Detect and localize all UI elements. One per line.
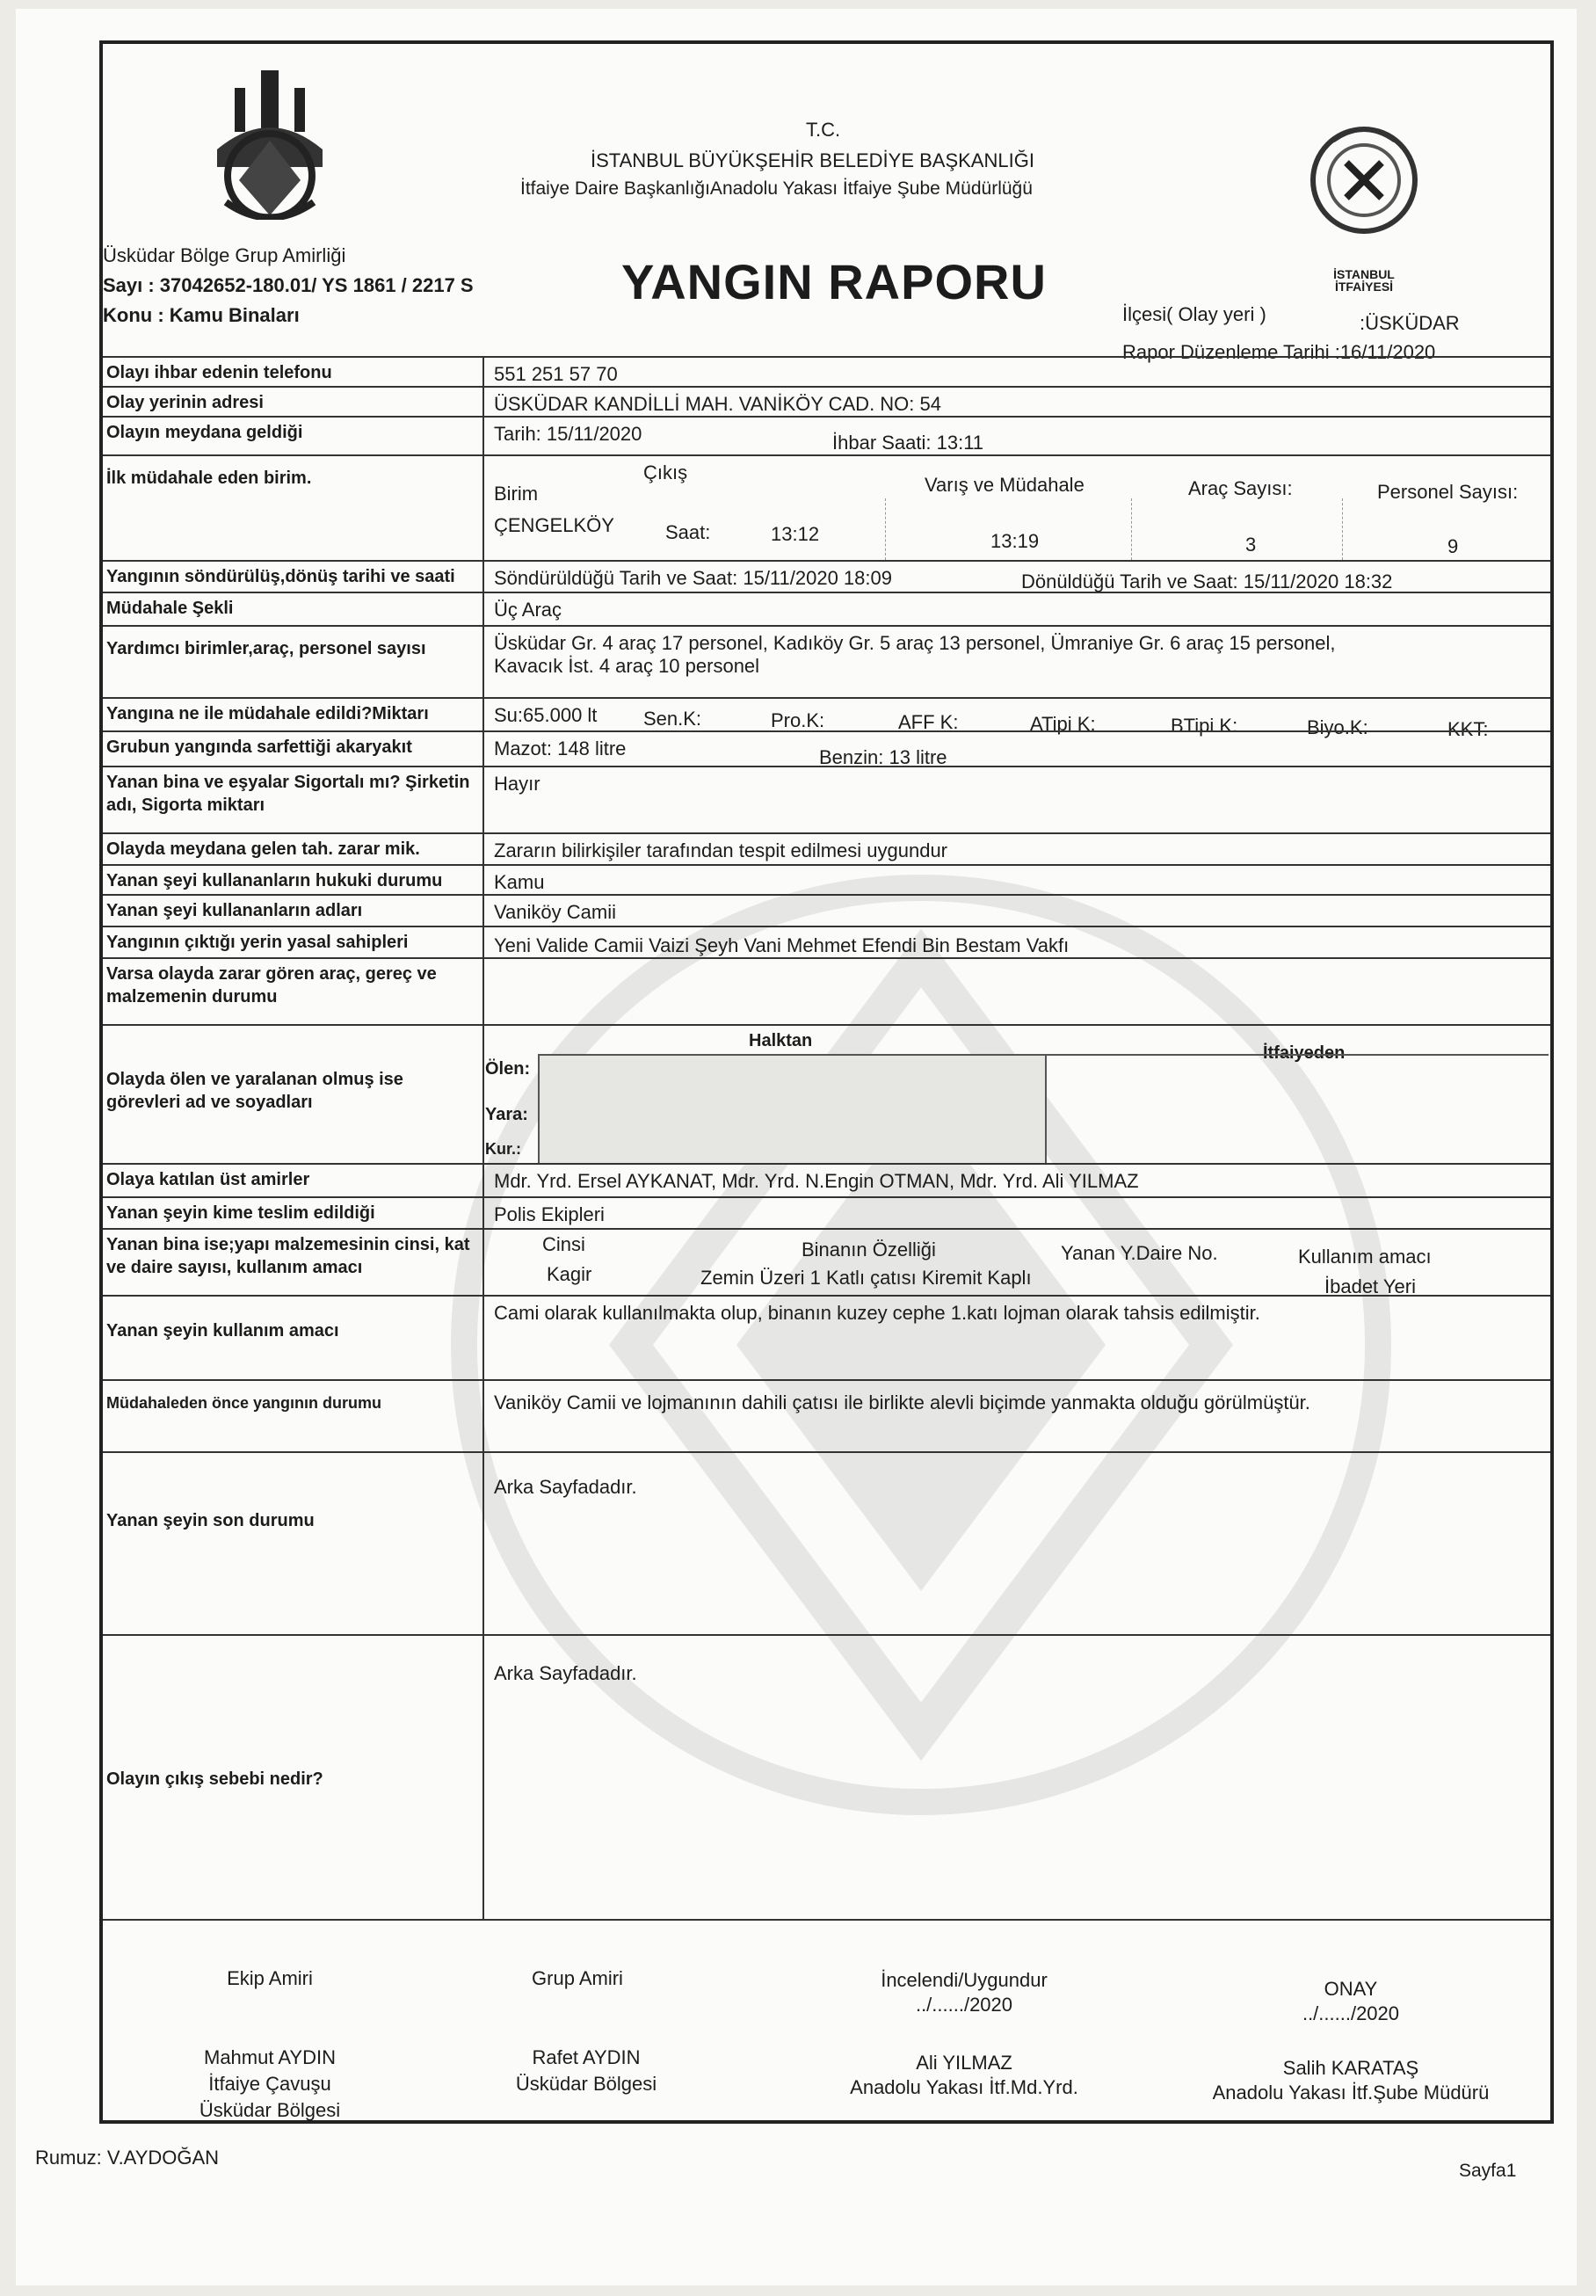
header-halktan: Halktan <box>749 1031 813 1050</box>
itfaiye-logo-text: İSTANBUL İTFAİYESİ <box>1333 267 1395 294</box>
row-sahipleri <box>103 926 1550 959</box>
header-daire: Yanan Y.Daire No. <box>1061 1242 1218 1264</box>
divider <box>1342 498 1343 560</box>
document-page <box>16 9 1577 2285</box>
row-teslim <box>103 1196 1550 1230</box>
label-ihbar: Olayı ihbar edenin telefonu <box>106 363 332 382</box>
value-tarih: Tarih: 15/11/2020 <box>494 423 642 445</box>
column-divider <box>482 699 484 732</box>
column-divider <box>482 959 484 1026</box>
unit-name: Üsküdar Bölge Grup Amirliği <box>103 244 346 266</box>
onaylayan-role: Anadolu Yakası İtf.Şube Müdürü <box>1212 2082 1490 2103</box>
label-adres: Olay yerinin adresi <box>106 393 264 412</box>
column-divider <box>482 456 484 562</box>
value-sen: Sen.K: <box>643 708 702 730</box>
value-kullanim: Cami olarak kullanılmakta olup, binanın kuzey cephe 1.katı lojman olarak tahsis edilmiştir. <box>494 1302 1260 1324</box>
label-yardimci: Yardımcı birimler,araç, personel sayısı <box>106 639 426 658</box>
ekip-amiri-name: Mahmut AYDIN <box>204 2046 336 2068</box>
header-ozellik: Binanın Özelliği <box>802 1239 936 1261</box>
row-sondurulus <box>103 560 1550 593</box>
label-adlari: Yanan şeyi kullananların adları <box>106 901 363 920</box>
label-akaryakit: Grubun yangında sarfettiği akaryakıt <box>106 737 412 757</box>
value-yardimci-1: Üsküdar Gr. 4 araç 17 personel, Kadıköy Gr. 5 araç 13 personel, Ümraniye Gr. 6 araç 15 personel, <box>494 632 1336 654</box>
value-mudahale-sekli: Üç Araç <box>494 599 562 621</box>
label-arac-gerec: Varsa olayda zarar gören araç, gereç ve malzemenin durumu <box>106 964 437 1006</box>
row-sebep <box>103 1634 1550 1921</box>
value-sahipleri: Yeni Valide Camii Vaizi Şeyh Vani Mehmet Efendi Bin Bestam Vakfı <box>494 934 1070 956</box>
header-amac: Kullanım amacı <box>1298 1246 1432 1268</box>
header-cinsi: Cinsi <box>542 1233 585 1255</box>
row-sigorta <box>103 766 1550 834</box>
itfaiyeden-box <box>1043 1054 1549 1163</box>
inceleyen-role: Anadolu Yakası İtf.Md.Yrd. <box>850 2076 1078 2098</box>
inceleyen-name: Ali YILMAZ <box>916 2052 1012 2074</box>
row-hukuki <box>103 864 1550 896</box>
divider <box>885 498 886 560</box>
column-divider <box>482 418 484 456</box>
label-sondurulus: Yangının söndürülüş,dönüş tarihi ve saati <box>106 567 455 586</box>
value-personel: 9 <box>1447 535 1459 557</box>
column-divider <box>482 767 484 834</box>
column-divider <box>482 627 484 699</box>
value-birim: ÇENGELKÖY <box>494 514 614 536</box>
incelendi-title: İncelendi/Uygundur <box>881 1969 1048 1991</box>
value-hukuki: Kamu <box>494 871 545 893</box>
ilce-value: :ÜSKÜDAR <box>1360 312 1460 334</box>
label-ilk: İlk müdahale eden birim. <box>106 469 312 488</box>
value-ihbar: 551 251 57 70 <box>494 363 618 385</box>
ekip-amiri-role: İtfaiye Çavuşu <box>208 2073 331 2095</box>
row-adlari <box>103 894 1550 927</box>
ibb-logo-icon <box>208 70 331 220</box>
row-zarar <box>103 832 1550 866</box>
org-heading: İSTANBUL BÜYÜKŞEHİR BELEDİYE BAŞKANLIĞI <box>591 149 1034 171</box>
row-mudahale-madde <box>103 697 1550 740</box>
label-birim: Birim <box>494 483 539 505</box>
value-pro: Pro.K: <box>771 709 825 731</box>
column-divider <box>482 1636 484 1919</box>
label-sigorta: Yanan bina ve eşyalar Sigortalı mı? Şirketin adı, Sigorta miktarı <box>106 773 470 815</box>
onay-date: ../....../2020 <box>1302 2002 1400 2024</box>
label-once: Müdahaleden önce yangının durumu <box>106 1394 382 1412</box>
value-benzin: Benzin: 13 litre <box>819 746 947 768</box>
label-sahipleri: Yangının çıktığı yerin yasal sahipleri <box>106 933 409 952</box>
header-itfaiyeden: İtfaiyeden <box>1263 1043 1346 1063</box>
istanbul-itfaiyesi-logo-icon <box>1307 123 1421 237</box>
column-divider <box>482 927 484 959</box>
value-ozellik: Zemin Üzeri 1 Katlı çatısı Kiremit Kaplı <box>700 1267 1032 1289</box>
halktan-box <box>538 1054 1047 1165</box>
label-saat: Saat: <box>665 521 711 543</box>
row-arac-gerec <box>103 957 1550 1026</box>
value-arac: 3 <box>1245 534 1257 556</box>
row-kullanim <box>103 1295 1550 1381</box>
column-divider <box>482 1198 484 1230</box>
label-mudahale-sekli: Müdahale Şekli <box>106 599 234 618</box>
value-son: Arka Sayfadadır. <box>494 1476 637 1498</box>
value-mazot: Mazot: 148 litre <box>494 737 627 759</box>
value-zarar: Zararın bilirkişiler tarafından tespit edilmesi uygundur <box>494 839 948 861</box>
column-divider <box>482 732 484 767</box>
row-ilk-mudahale <box>103 454 1550 562</box>
report-title: YANGIN RAPORU <box>621 254 1047 309</box>
label-meydana: Olayın meydana geldiği <box>106 423 303 442</box>
row-olen <box>103 1024 1550 1165</box>
column-divider <box>482 866 484 896</box>
incelendi-date: ../....../2020 <box>915 1994 1013 2016</box>
row-yardimci <box>103 625 1550 699</box>
column-divider <box>482 1453 484 1636</box>
value-biyo: Biyo.K: <box>1307 716 1368 738</box>
row-adres <box>103 386 1550 418</box>
label-mudahale-madde: Yangına ne ile müdahale edildi?Miktarı <box>106 704 429 723</box>
column-divider <box>482 1165 484 1198</box>
tc-heading: T.C. <box>806 119 841 141</box>
row-mudahale-sekli <box>103 592 1550 627</box>
row-son <box>103 1451 1550 1636</box>
dept-heading: İtfaiye Daire BaşkanlığıAnadolu Yakası İtfaiye Şube Müdürlüğü <box>520 178 1033 199</box>
label-yapi: Yanan bina ise;yapı malzemesinin cinsi, kat ve daire sayısı, kullanım amacı <box>106 1235 470 1277</box>
label-son: Yanan şeyin son durumu <box>106 1511 315 1530</box>
label-amirler: Olaya katılan üst amirler <box>106 1170 310 1189</box>
value-teslim: Polis Ekipleri <box>494 1203 605 1225</box>
ekip-amiri-title: Ekip Amiri <box>227 1967 313 1989</box>
value-adlari: Vaniköy Camii <box>494 901 616 923</box>
column-divider <box>482 1026 484 1165</box>
grup-amiri-name: Rafet AYDIN <box>532 2046 641 2068</box>
row-amirler <box>103 1163 1550 1198</box>
column-divider <box>482 896 484 927</box>
ekip-amiri-region: Üsküdar Bölgesi <box>199 2099 341 2121</box>
label-zarar: Olayda meydana gelen tah. zarar mik. <box>106 839 420 859</box>
value-sigorta: Hayır <box>494 773 540 795</box>
value-su: Su:65.000 lt <box>494 704 598 726</box>
value-sondurme: Söndürüldüğü Tarih ve Saat: 15/11/2020 18:09 <box>494 567 892 589</box>
value-ihbar-saati: İhbar Saati: 13:11 <box>832 432 984 454</box>
label-kur-count: Kur.: <box>485 1140 522 1158</box>
column-divider <box>482 1381 484 1453</box>
value-sebep: Arka Sayfadadır. <box>494 1662 637 1684</box>
value-kkt: KKT: <box>1447 718 1489 740</box>
divider <box>1131 498 1132 560</box>
value-cikis-saat: 13:12 <box>771 523 820 545</box>
rapor-tarihi: Rapor Düzenleme Tarihi :16/11/2020 <box>1122 341 1436 363</box>
row-meydana <box>103 416 1550 456</box>
report-frame <box>99 40 1554 2124</box>
value-varis-saat: 13:19 <box>990 530 1040 552</box>
value-cinsi: Kagir <box>547 1263 592 1285</box>
value-yardimci-2: Kavacık İst. 4 araç 10 personel <box>494 655 760 677</box>
label-olen-count: Ölen: <box>485 1059 531 1079</box>
label-teslim: Yanan şeyin kime teslim edildiği <box>106 1203 375 1223</box>
value-btipi: BTipi K: <box>1171 715 1238 737</box>
row-once <box>103 1379 1550 1453</box>
row-ihbar <box>103 356 1550 388</box>
onay-title: ONAY <box>1324 1978 1378 2000</box>
label-sebep: Olayın çıkış sebebi nedir? <box>106 1769 323 1789</box>
column-divider <box>482 358 484 388</box>
column-divider <box>482 834 484 866</box>
label-hukuki: Yanan şeyi kullananların hukuki durumu <box>106 871 443 890</box>
rumuz: Rumuz: V.AYDOĞAN <box>35 2147 220 2169</box>
value-donus: Dönüldüğü Tarih ve Saat: 15/11/2020 18:32 <box>1021 570 1393 592</box>
value-once: Vaniköy Camii ve lojmanının dahili çatısı ile birlikte alevli biçimde yanmakta olduğu görülmüştür. <box>494 1391 1310 1413</box>
value-aff: AFF K: <box>898 711 959 733</box>
onaylayan-name: Salih KARATAŞ <box>1282 2057 1419 2079</box>
value-adres: ÜSKÜDAR KANDİLLİ MAH. VANİKÖY CAD. NO: 54 <box>494 393 941 415</box>
value-amac: İbadet Yeri <box>1324 1275 1416 1297</box>
header-personel-sayisi: Personel Sayısı: <box>1377 481 1519 503</box>
row-yapi <box>103 1228 1550 1297</box>
column-divider <box>482 593 484 627</box>
header-cikis: Çıkış <box>643 461 688 483</box>
value-amirler: Mdr. Yrd. Ersel AYKANAT, Mdr. Yrd. N.Engin OTMAN, Mdr. Yrd. Ali YILMAZ <box>494 1170 1139 1192</box>
ilce-label: İlçesi( Olay yeri ) <box>1122 303 1266 325</box>
sayi-line: Sayı : 37042652-180.01/ YS 1861 / 2217 S <box>103 274 474 296</box>
column-divider <box>482 388 484 418</box>
column-divider <box>482 1230 484 1297</box>
row-akaryakit <box>103 730 1550 767</box>
grup-amiri-region: Üsküdar Bölgesi <box>515 2073 657 2095</box>
page-number: Sayfa1 <box>1459 2161 1517 2181</box>
konu-line: Konu : Kamu Binaları <box>103 304 300 326</box>
header-varis: Varış ve Müdahale <box>925 474 1085 496</box>
value-atipi: ATipi K: <box>1030 713 1096 735</box>
label-kullanim: Yanan şeyin kullanım amacı <box>106 1321 339 1341</box>
column-divider <box>482 562 484 593</box>
column-divider <box>482 1297 484 1381</box>
label-yara-count: Yara: <box>485 1105 528 1124</box>
header-arac-sayisi: Araç Sayısı: <box>1188 477 1293 499</box>
label-olen: Olayda ölen ve yaralanan olmuş ise görevleri ad ve soyadları <box>106 1070 403 1112</box>
grup-amiri-title: Grup Amiri <box>532 1967 623 1989</box>
